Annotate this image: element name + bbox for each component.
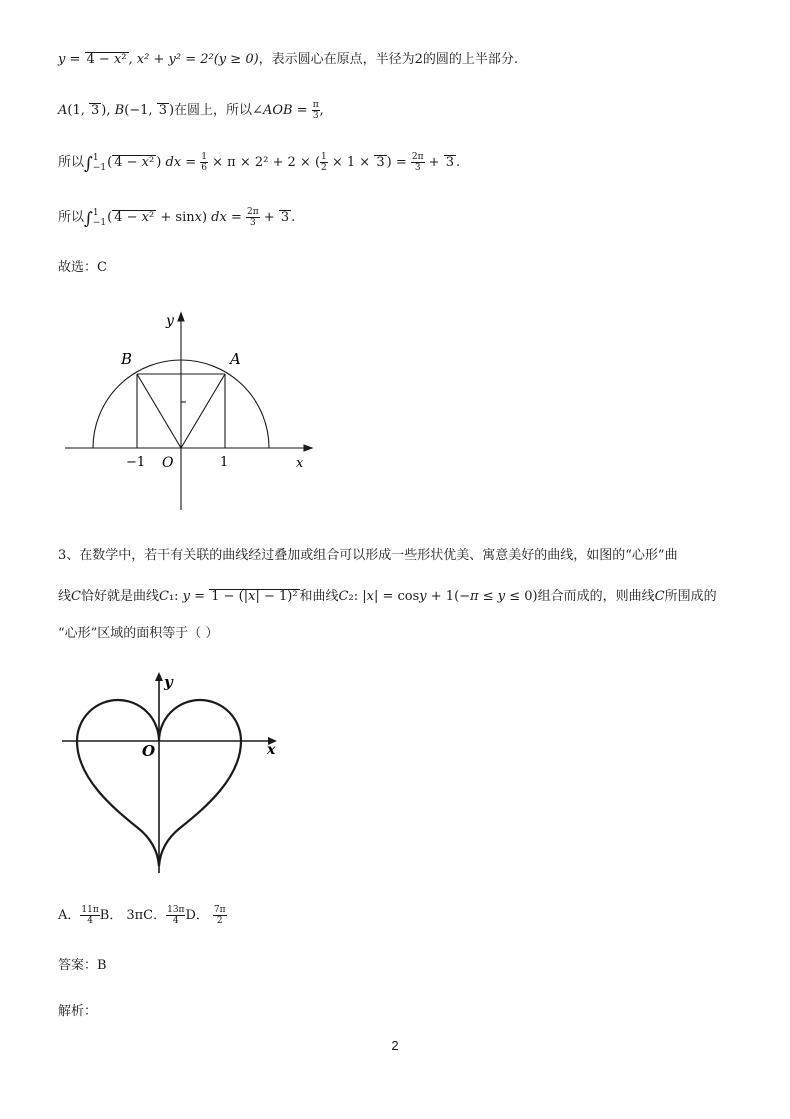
question-3-line-1: 3、在数学中，若干有关联的曲线经过叠加或组合可以形成一些形状优美、寓意美好的曲线，如图的“心形”曲 [58,548,678,563]
curve-c-2: C [654,589,665,604]
option-b-label: B． [99,908,123,923]
option-b-value: 3π [126,908,144,923]
analysis-heading: 解析： [58,1004,98,1019]
heart-right-lobe [159,700,241,741]
x-axis-arrow-icon [304,445,312,451]
q3-text-a: 线 [58,589,72,604]
tick-label-1: 1 [220,455,229,470]
heart-figure [55,668,285,878]
segment-ob [137,374,181,448]
label-origin: O [142,742,156,760]
tick-label-neg1: −1 [126,455,146,470]
option-c-value: $\frac{13\pi}{4}$ [167,905,185,926]
q3-text-i: 所围成的 [664,589,717,604]
circle-equation: y = 4 − x² , x² + y² = 2²(y ≥ 0) [58,52,259,67]
curve-c2-equation: C₂: |x| = cosy + 1(−π ≤ y ≤ 0) [338,589,538,604]
solution-line-1 [58,50,518,70]
heart-left-lobe [77,700,159,741]
label-b: B [121,350,133,368]
solution-line-3 [58,152,460,174]
heart-right-bottom [159,741,241,866]
curve-c1-equation: C₁: y = 1 − (|x| − 1)² [158,589,298,604]
label-x: x [267,742,276,758]
line3-prefix: 所以 [58,155,85,170]
option-c-label: C． [143,908,167,923]
option-d-value: $\frac{7\pi}{2}$ [213,905,226,926]
label-a: A [230,350,241,368]
label-origin: O [162,455,174,471]
label-x: x [296,456,304,471]
option-d-label: D． [185,908,209,923]
option-a-label: A． [58,908,81,923]
y-axis-arrow-icon [155,672,163,681]
answer-choice-c: 故选：C [58,260,107,275]
option-a-value: $\frac{11\pi}{4}$ [81,905,99,926]
question-3-line-2 [58,587,717,607]
curve-c-1: C [71,589,81,604]
solution-line-4 [58,207,295,229]
integral-expression-1: ∫ 1 −1 ( 4 − x² ) dx = $\frac{1}{6}$ × π × 2² + 2 × ( $\frac{1}{2}$ × 1 × 3 ) = $\frac{2\pi}{3}$ + 3 . [84,152,461,174]
answer-options [58,905,227,926]
label-y: y [166,313,174,329]
y-axis-arrow-icon [178,313,184,321]
q3-text-g: 组合而成的，则曲线 [537,589,655,604]
integral-expression-2: ∫ 1 −1 ( 4 − x² + sinx) dx = $\frac{2\pi}{3}$ + 3 . [84,207,296,229]
question-3-line-3: “心形”区域的面积等于（ ） [58,626,219,641]
solution-line-2 [58,100,324,121]
answer-choice-b: 答案：B [58,958,107,973]
label-y: y [164,673,173,691]
q3-text-e: 和曲线 [299,589,339,604]
semicircle-figure [60,305,320,515]
q3-text-c: 恰好就是曲线 [80,589,159,604]
circle-desc: ，表示圆心在原点，半径为2的圆的上半部分. [258,52,519,67]
points-desc: 在圆上，所以 [174,103,253,118]
page-number: 2 [391,1038,399,1053]
angle-aob: ∠AOB = $\frac{\pi}{3}$ , [252,100,324,121]
points-ab: A(1, 3 ), B(−1, 3 ) [58,103,175,118]
segment-oa [181,374,225,448]
line4-prefix: 所以 [58,210,85,225]
